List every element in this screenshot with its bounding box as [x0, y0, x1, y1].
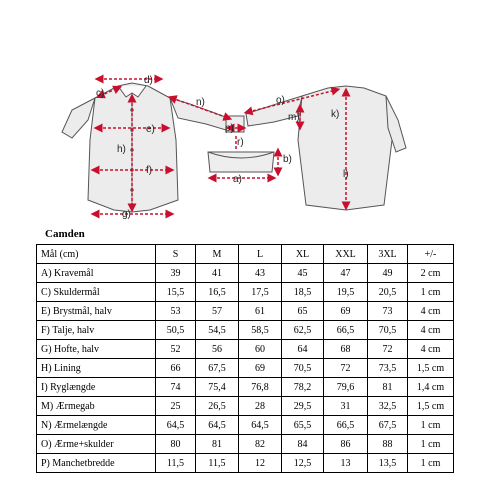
table-header-row: [37, 245, 454, 264]
size-value-cell: 66: [156, 359, 196, 378]
row-label: F) Talje, halv: [37, 321, 156, 340]
size-value-cell: 64,5: [156, 416, 196, 435]
size-value-cell: 61: [239, 302, 282, 321]
row-label: A) Kravemål: [37, 264, 156, 283]
table-row: [37, 435, 454, 454]
size-value-cell: 79,6: [324, 378, 368, 397]
row-label: I) Ryglængde: [37, 378, 156, 397]
table-row: [37, 340, 454, 359]
size-value-cell: 54,5: [196, 321, 239, 340]
size-value-cell: 56: [196, 340, 239, 359]
label-m: m): [288, 112, 300, 123]
size-value-cell: 25: [156, 397, 196, 416]
size-value-cell: 86: [324, 435, 368, 454]
size-value-cell: 78,2: [282, 378, 324, 397]
label-l: l): [343, 169, 349, 180]
row-label: H) Lining: [37, 359, 156, 378]
size-value-cell: 26,5: [196, 397, 239, 416]
table-row: [37, 378, 454, 397]
size-value-cell: 64,5: [239, 416, 282, 435]
tolerance-cell: 1,5 cm: [408, 397, 454, 416]
tolerance-cell: 4 cm: [408, 340, 454, 359]
tolerance-cell: 1 cm: [408, 454, 454, 473]
size-value-cell: 32,5: [368, 397, 408, 416]
tolerance-cell: 4 cm: [408, 321, 454, 340]
size-value-cell: 29,5: [282, 397, 324, 416]
label-d: d): [144, 75, 153, 86]
label-n: n): [196, 97, 205, 108]
size-value-cell: 41: [196, 264, 239, 283]
header-tolerance: +/-: [408, 245, 454, 264]
shirt-measurement-diagram: [0, 0, 495, 225]
label-f: f): [146, 165, 153, 176]
tolerance-cell: 1 cm: [408, 435, 454, 454]
row-label: M) Ærmegab: [37, 397, 156, 416]
label-k: k): [331, 109, 340, 120]
size-value-cell: 45: [282, 264, 324, 283]
size-value-cell: 13: [324, 454, 368, 473]
size-value-cell: 62,5: [282, 321, 324, 340]
size-value-cell: 53: [156, 302, 196, 321]
label-h: h): [117, 144, 126, 155]
label-c: c): [96, 88, 105, 99]
size-value-cell: 12,5: [282, 454, 324, 473]
label-p: p): [225, 123, 234, 134]
size-value-cell: 31: [324, 397, 368, 416]
size-value-cell: 50,5: [156, 321, 196, 340]
size-value-cell: 58,5: [239, 321, 282, 340]
table-row: [37, 416, 454, 435]
header-size-s: S: [156, 245, 196, 264]
row-label: O) Ærme+skulder: [37, 435, 156, 454]
label-r: r): [237, 137, 244, 148]
size-value-cell: 76,8: [239, 378, 282, 397]
size-value-cell: 65,5: [282, 416, 324, 435]
size-value-cell: 70,5: [368, 321, 408, 340]
header-size-3xl: 3XL: [368, 245, 408, 264]
size-value-cell: 81: [368, 378, 408, 397]
size-value-cell: 20,5: [368, 283, 408, 302]
tolerance-cell: 1 cm: [408, 416, 454, 435]
table-row: [37, 397, 454, 416]
tolerance-cell: 1 cm: [408, 283, 454, 302]
size-value-cell: 43: [239, 264, 282, 283]
label-e: e): [146, 124, 155, 135]
tolerance-cell: 1,5 cm: [408, 359, 454, 378]
size-value-cell: 19,5: [324, 283, 368, 302]
size-value-cell: 66,5: [324, 321, 368, 340]
size-value-cell: 49: [368, 264, 408, 283]
label-a: a): [233, 174, 242, 185]
size-value-cell: 68: [324, 340, 368, 359]
label-g: g): [122, 209, 131, 220]
product-title: Camden: [45, 228, 85, 240]
size-value-cell: 66,5: [324, 416, 368, 435]
table-body: [37, 264, 454, 473]
header-size-xxl: XXL: [324, 245, 368, 264]
row-label: E) Brystmål, halv: [37, 302, 156, 321]
size-value-cell: 72: [368, 340, 408, 359]
size-value-cell: 17,5: [239, 283, 282, 302]
size-value-cell: 88: [368, 435, 408, 454]
table-row: [37, 302, 454, 321]
size-value-cell: 69: [239, 359, 282, 378]
shirt-back-illustration: [246, 86, 406, 210]
size-value-cell: 72: [324, 359, 368, 378]
size-value-cell: 67,5: [368, 416, 408, 435]
size-value-cell: 39: [156, 264, 196, 283]
row-label: N) Ærmelængde: [37, 416, 156, 435]
tolerance-cell: 2 cm: [408, 264, 454, 283]
label-o: o): [276, 95, 285, 106]
size-value-cell: 73,5: [368, 359, 408, 378]
tolerance-cell: 1,4 cm: [408, 378, 454, 397]
size-value-cell: 67,5: [196, 359, 239, 378]
size-chart-table: [36, 244, 454, 473]
tolerance-cell: 4 cm: [408, 302, 454, 321]
header-size-m: M: [196, 245, 239, 264]
size-value-cell: 74: [156, 378, 196, 397]
label-b: b): [283, 154, 292, 165]
row-label: C) Skuldermål: [37, 283, 156, 302]
size-value-cell: 84: [282, 435, 324, 454]
row-label: G) Hofte, halv: [37, 340, 156, 359]
size-value-cell: 81: [196, 435, 239, 454]
size-value-cell: 15,5: [156, 283, 196, 302]
table-row: [37, 264, 454, 283]
size-value-cell: 60: [239, 340, 282, 359]
size-value-cell: 75,4: [196, 378, 239, 397]
size-value-cell: 80: [156, 435, 196, 454]
size-value-cell: 64,5: [196, 416, 239, 435]
size-value-cell: 11,5: [156, 454, 196, 473]
size-value-cell: 65: [282, 302, 324, 321]
size-value-cell: 13,5: [368, 454, 408, 473]
table-row: [37, 321, 454, 340]
size-value-cell: 70,5: [282, 359, 324, 378]
size-value-cell: 69: [324, 302, 368, 321]
row-label: P) Manchetbredde: [37, 454, 156, 473]
size-value-cell: 12: [239, 454, 282, 473]
size-value-cell: 64: [282, 340, 324, 359]
table-row: [37, 454, 454, 473]
size-value-cell: 16,5: [196, 283, 239, 302]
table-row: [37, 359, 454, 378]
table-row: [37, 283, 454, 302]
size-value-cell: 52: [156, 340, 196, 359]
header-measure: Mål (cm): [37, 245, 156, 264]
size-value-cell: 47: [324, 264, 368, 283]
size-value-cell: 82: [239, 435, 282, 454]
header-size-l: L: [239, 245, 282, 264]
size-value-cell: 57: [196, 302, 239, 321]
size-value-cell: 11,5: [196, 454, 239, 473]
size-value-cell: 18,5: [282, 283, 324, 302]
size-value-cell: 28: [239, 397, 282, 416]
header-size-xl: XL: [282, 245, 324, 264]
size-value-cell: 73: [368, 302, 408, 321]
